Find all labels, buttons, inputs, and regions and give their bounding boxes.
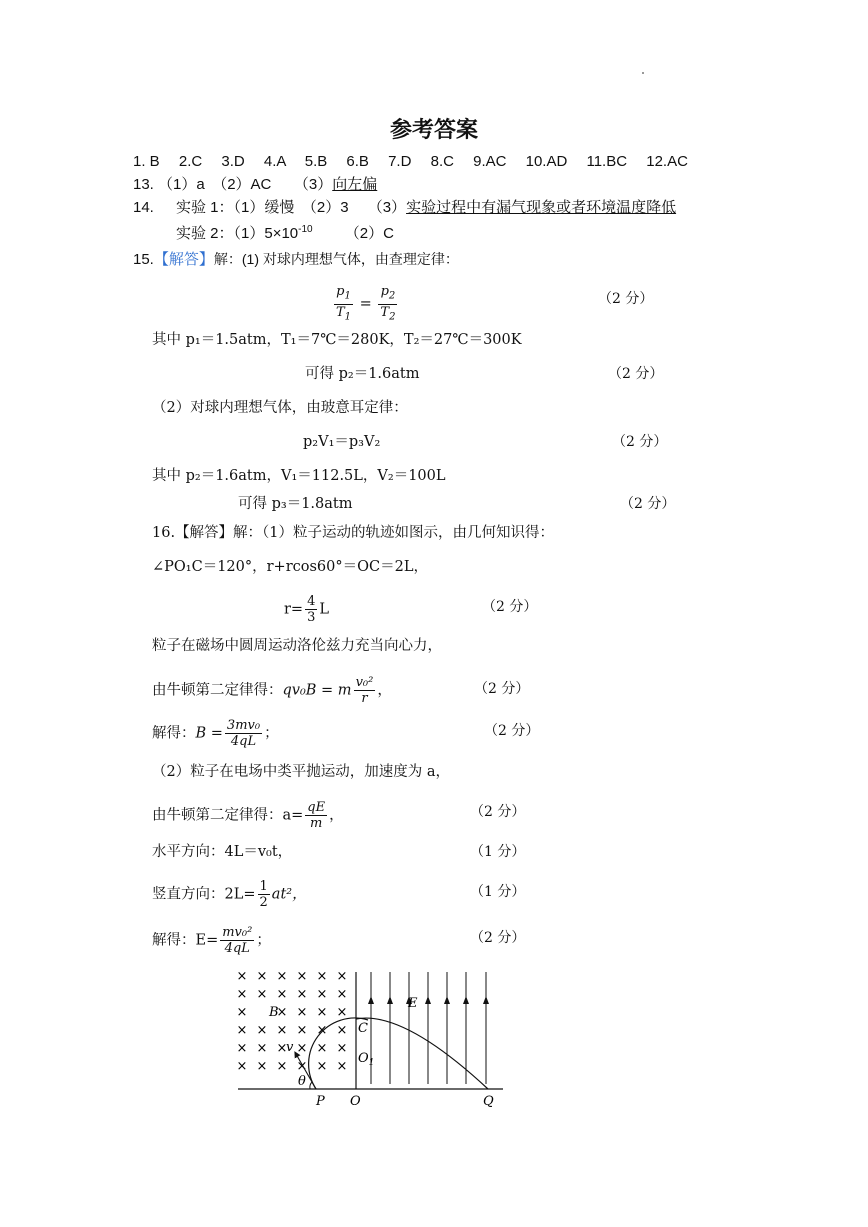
score: （1 分） [470,884,526,900]
field-cross: × [236,1041,248,1056]
field-cross: × [336,1023,348,1038]
lead: 由牛顿第二定律得：a= [152,807,304,824]
field-cross: × [236,987,248,1002]
field-arrowhead [444,996,450,1004]
answer-14-number: 14. [133,199,154,216]
label-o1 [358,1051,374,1068]
label-q: Q [483,1094,494,1109]
field-cross: × [336,1059,348,1074]
score: （2 分） [470,804,526,820]
field-cross: × [336,1005,348,1020]
frac-den: 3 [307,610,316,625]
frac-den: 4qL [224,941,250,956]
score: （1 分） [470,844,526,860]
lead: 解得： [152,725,196,742]
label-e: E [408,996,418,1011]
eq-p: p [380,284,389,299]
field-cross: × [296,1059,308,1074]
label-theta: θ [298,1074,306,1089]
frac-den: 4qL [230,734,257,749]
field-arrowhead [425,996,431,1004]
answer-15-equation-boyle: p₂V₁＝p₃V₂ [303,434,381,450]
answer-15-head [133,249,459,270]
eq-sub: 1 [344,311,352,323]
field-cross: × [276,1023,288,1038]
field-cross: × [296,969,308,984]
label-b: B [269,1005,279,1020]
eq-t: T [380,304,390,320]
answer-13 [133,175,377,195]
answer-14-exp2-exponent: -10 [298,224,313,235]
field-cross: × [296,1041,308,1056]
field-cross: × [276,1005,288,1020]
field-cross: × [276,1059,288,1074]
answer-16-newton-1: 由牛顿第二定律得：qv₀B = m $\frac{\text{v₀²}}{r}$ ， [152,675,392,706]
field-arrowhead [387,996,393,1004]
eq-sub: 2 [389,311,396,323]
field-arrowhead [483,996,489,1004]
eq-t: T [336,304,345,320]
answer-15-result-2: 可得 p₃＝1.8atm [238,496,353,512]
field-cross: × [256,1059,268,1074]
field-cross: × [236,969,248,984]
answer-16-horizontal: 水平方向：4L＝v₀t， [152,844,293,860]
r-lead: r= [284,601,304,618]
field-cross: × [256,987,268,1002]
answer-15-number: 15. [133,251,154,268]
eq-sub: 1 [344,290,351,302]
frac-num: mv₀² [222,925,253,940]
r-tail: L [319,601,330,618]
frac-num: 4 [307,594,316,609]
eq-p: p [336,284,345,299]
field-cross: × [256,1023,268,1038]
answer-15-equation-charles: $\frac{p_1}{T_1}$ = $\frac{p_2}{T_2}$ [336,284,396,323]
field-cross: × [316,1023,328,1038]
answer-16-radius [284,594,329,625]
label-o1-main: O [358,1051,369,1066]
frac-den: 2 [259,895,268,910]
answer-16-newton-2: 由牛顿第二定律得：a= $\frac{qE}{m}$ ， [152,800,344,831]
score: （2 分） [474,681,530,697]
field-cross: × [296,987,308,1002]
label-p: P [316,1094,325,1109]
frac-num: 3mv₀ [226,718,261,733]
label-v: v [286,1040,294,1055]
score: （2 分） [598,291,654,307]
field-cross: × [276,987,288,1002]
answer-13-lead: 13. （1）a （2）AC （3） [133,176,333,193]
answer-16-solve-e: 解得：E= $\frac{\text{mv₀²}}{4qL}$ ； [152,925,271,956]
label-c: C [358,1021,368,1036]
answer-14-exp2-b: （2）C [344,225,394,242]
field-cross: × [256,969,268,984]
label-o1-sub: 1 [368,1058,375,1068]
scan-dot [642,72,644,74]
parabolic-path [356,1018,488,1089]
answer-14-exp1-lead: 实验 1：（1）缓慢 （2）3 （3） [176,199,407,216]
frac-den: m [310,816,323,831]
page-title: 参考答案 [389,118,478,143]
field-cross: × [276,969,288,984]
lhs: B = [195,725,223,742]
field-cross: × [316,969,328,984]
frac-num: qE [307,800,326,815]
answer-16-geometry: ∠PO₁C＝120°，r+rcos60°＝OC＝2L， [152,559,428,575]
score: （2 分） [470,930,526,946]
answer-16-part-2: （2）粒子在电场中类平抛运动，加速度为 a， [152,764,450,780]
magnetic-field-crosses [237,969,348,1074]
field-arrowhead [368,996,374,1004]
score: （2 分） [482,599,538,615]
answer-15-result-1: 可得 p₂＝1.6atm [305,366,420,382]
field-cross: × [236,1023,248,1038]
answer-16-vertical [152,879,307,910]
tail: at²， [271,886,307,903]
eq-sub: 2 [388,290,396,302]
electric-field-lines [368,972,489,1084]
answers-1-12: 1. B 2.C 3.D 4.A 5.B 6.B 7.D 8.C 9.AC 10.AD 11.BC 12.AC [133,153,688,170]
field-cross: × [236,1005,248,1020]
frac-num: v₀² [355,675,374,690]
trajectory-diagram [228,962,518,1112]
theta-arc [310,1082,312,1089]
field-cross: × [316,1005,328,1020]
answer-15-given-1: 其中 p₁＝1.5atm，T₁＝7℃＝280K，T₂＝27℃＝300K [152,332,522,348]
field-cross: × [336,969,348,984]
answer-16-lorentz: 粒子在磁场中圆周运动洛伦兹力充当向心力， [152,638,442,654]
field-cross: × [296,1005,308,1020]
field-cross: × [236,1059,248,1074]
answer-13-underlined: 向左偏 [332,176,378,193]
field-cross: × [316,1059,328,1074]
answer-16-head: 16.【解答】解：（1）粒子运动的轨迹如图示，由几何知识得： [152,525,555,541]
answer-15-intro: 解：(1) 对球内理想气体，由查理定律： [213,251,459,267]
field-cross: × [296,1023,308,1038]
score: （2 分） [608,366,664,382]
score: （2 分） [612,434,668,450]
lead: 竖直方向：2L= [152,886,256,903]
field-cross: × [316,1041,328,1056]
answer-14-exp2-a: 实验 2：（1）5×10 [176,225,299,242]
answer-15-part-2: （2）对球内理想气体，由玻意耳定律： [152,400,408,416]
field-arrowhead [463,996,469,1004]
frac-num: 1 [259,879,268,894]
lhs: qv₀B = m [282,682,352,699]
score: （2 分） [484,723,540,739]
field-cross: × [336,987,348,1002]
field-cross: × [316,987,328,1002]
lead: 解得：E= [152,932,219,949]
score: （2 分） [620,496,676,512]
field-cross: × [256,1041,268,1056]
answer-16-solve-b: 解得：B = $\frac{\text{3mv₀}}{4qL}$ ； [152,718,279,749]
lead: 由牛顿第二定律得： [152,682,283,699]
answer-14-exp1-underlined: 实验过程中有漏气现象或者环境温度降低 [406,199,677,216]
field-cross: × [336,1041,348,1056]
answer-15-given-2: 其中 p₂＝1.6atm，V₁＝112.5L，V₂＝100L [152,468,446,484]
frac-den: r [361,691,368,706]
label-o: O [350,1094,361,1109]
field-cross: × [276,1041,288,1056]
answer-15-tag: 【解答】 [153,251,214,268]
answer-14-exp2 [176,220,394,244]
answer-14-exp1 [176,198,676,218]
